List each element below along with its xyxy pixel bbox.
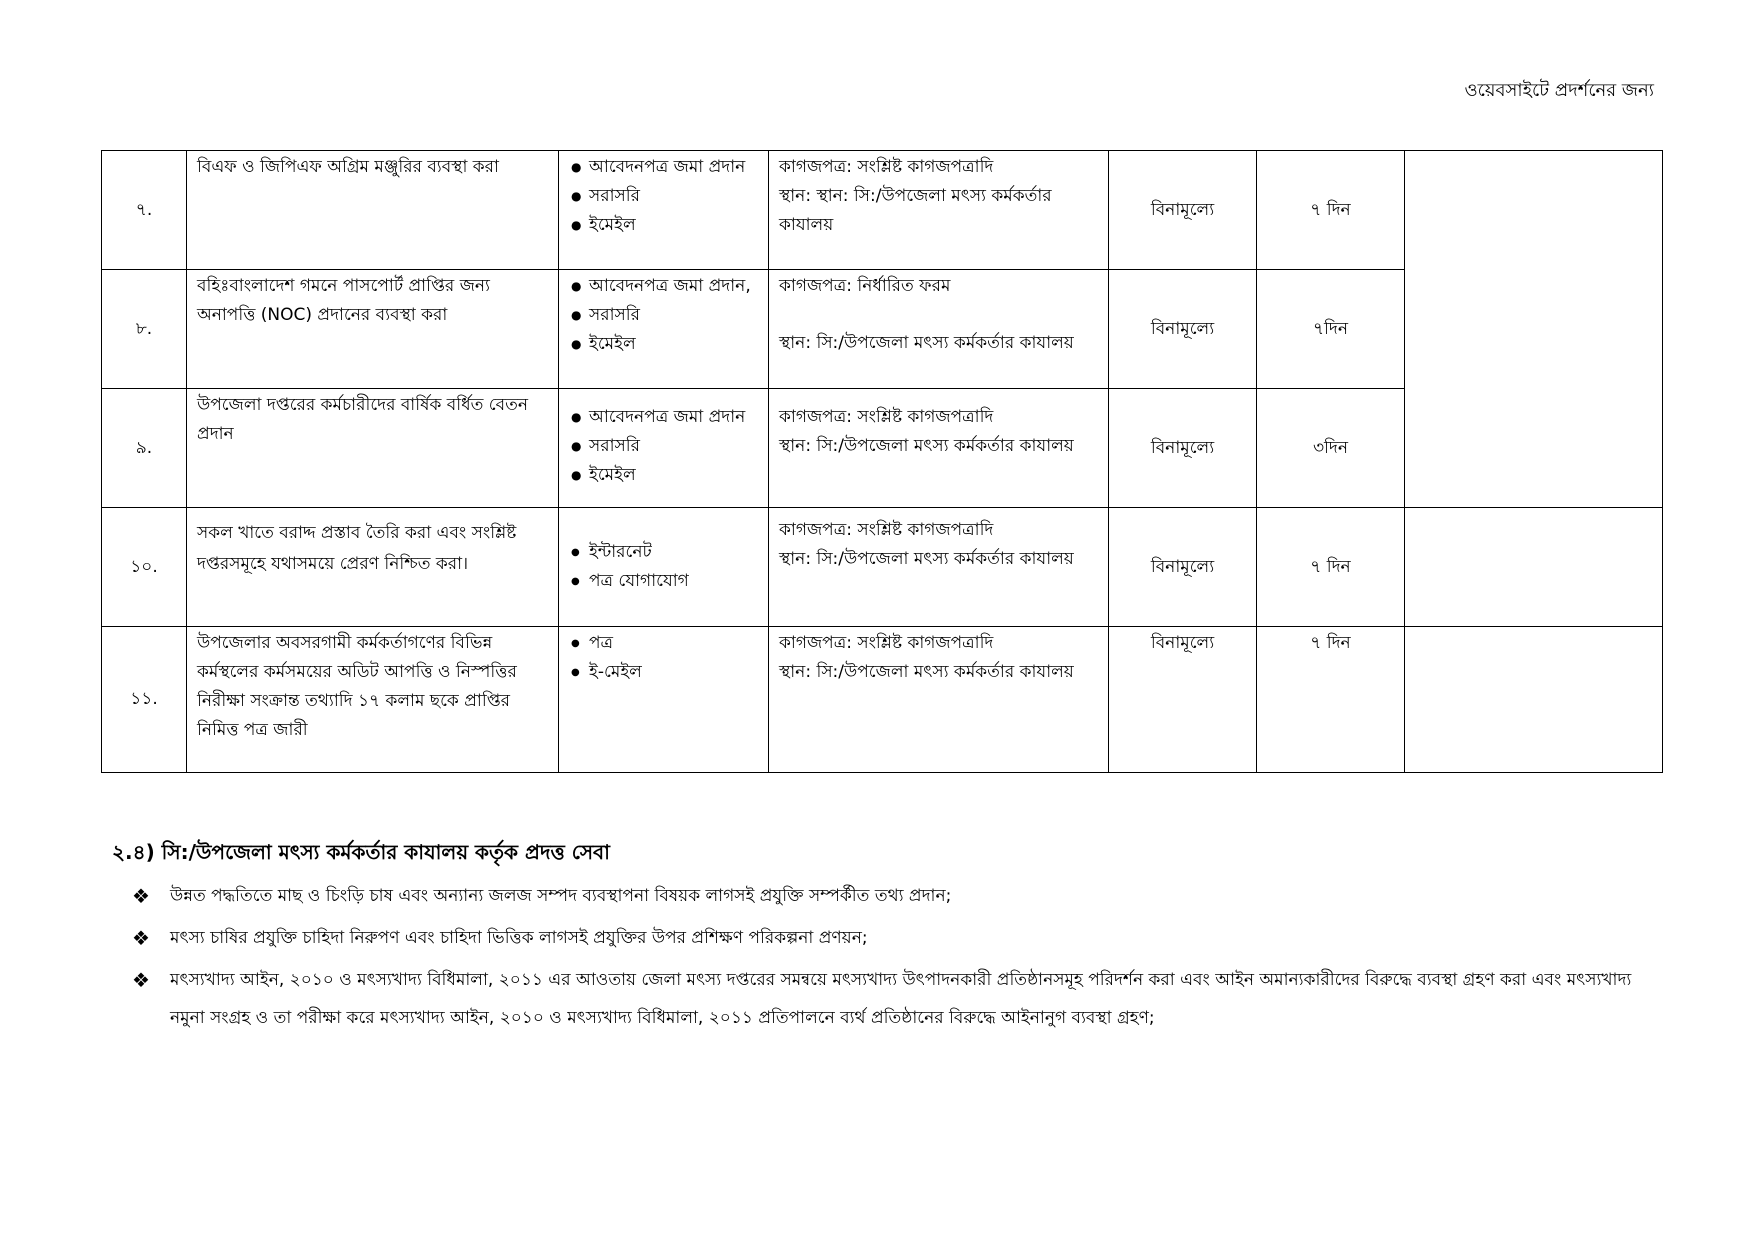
method-item: ● আবেদনপত্র জমা প্রদান — [583, 153, 758, 182]
spacer — [779, 301, 1098, 329]
methods-cell — [559, 270, 769, 389]
methods-cell — [559, 151, 769, 270]
serial-cell: ১০. — [102, 508, 187, 627]
list-item — [112, 919, 1652, 957]
documents-text: কাগজপত্র: সংশ্লিষ্ট কাগজপত্রাদি — [779, 633, 994, 653]
method-item: ● ই-মেইল — [583, 658, 758, 687]
place-text: স্থান: সি:/উপজেলা মৎস্য কর্মকর্তার কাযালয় — [779, 333, 1074, 353]
methods-cell — [559, 389, 769, 508]
fee-cell: বিনামূল্যে — [1109, 270, 1257, 389]
method-item: ● ইন্টারনেট — [583, 538, 758, 567]
documents-cell — [769, 389, 1109, 508]
fee-cell: বিনামূল্যে — [1109, 508, 1257, 627]
remarks-cell — [1405, 627, 1663, 773]
service-cell: উপজেলার অবসরগামী কর্মকর্তাগণের বিভিন্ন কর্মস্থলের কর্মসময়ের অডিট আপত্তি ও নিস্পত্তির নিরীক্ষা সংক্রান্ত তথ্যাদি ১৭ কলাম ছকে প্রাপ্তির নিমিত্ত পত্র জারী — [187, 627, 559, 773]
table-row — [102, 627, 1663, 773]
diamond-bullet-icon: ❖ — [132, 968, 150, 992]
services-section — [112, 838, 1652, 1041]
time-cell: ৭ দিন — [1257, 151, 1405, 270]
documents-cell — [769, 508, 1109, 627]
method-item: ● ইমেইল — [583, 211, 758, 240]
service-cell: বিএফ ও জিপিএফ অগ্রিম মঞ্জুরির ব্যবস্থা করা — [187, 151, 559, 270]
method-item: ● পত্র — [583, 629, 758, 658]
place-text: স্থান: সি:/উপজেলা মৎস্য কর্মকর্তার কাযালয় — [779, 436, 1074, 456]
serial-cell: ৯. — [102, 389, 187, 508]
place-text: স্থান: সি:/উপজেলা মৎস্য কর্মকর্তার কাযালয় — [779, 662, 1074, 682]
remarks-cell — [1405, 151, 1663, 508]
list-item — [112, 877, 1652, 915]
service-cell: উপজেলা দপ্তরের কর্মচারীদের বার্ষিক বর্ধিত বেতন প্রদান — [187, 389, 559, 508]
time-cell: ৭দিন — [1257, 270, 1405, 389]
documents-text: কাগজপত্র: সংশ্লিষ্ট কাগজপত্রাদি — [779, 157, 994, 177]
remarks-cell — [1405, 508, 1663, 627]
diamond-bullet-icon: ❖ — [132, 926, 150, 950]
documents-cell — [769, 627, 1109, 773]
section-title: ২.৪) সি:/উপজেলা মৎস্য কর্মকর্তার কাযালয় কর্তৃক প্রদত্ত সেবা — [112, 840, 610, 864]
fee-cell: বিনামূল্যে — [1109, 389, 1257, 508]
serial-cell: ৭. — [102, 151, 187, 270]
method-item: ● সরাসরি — [583, 182, 758, 211]
list-item-text: মৎস্যখাদ্য আইন, ২০১০ ও মৎস্যখাদ্য বিধিমালা, ২০১১ এর আওতায় জেলা মৎস্য দপ্তরের সমন্বয়ে মৎস্যখাদ্য উৎপাদনকারী প্রতিষ্ঠানসমূহ পরিদর্শন করা এবং আইন অমান্যকারীদের বিরুদ্ধে ব্যবস্থা গ্রহণ করা এবং মৎস্যখাদ্য নমুনা সংগ্রহ ও তা পরীক্ষা করে মৎস্যখাদ্য আইন, ২০১০ ও মৎস্যখাদ্য বিধিমালা, ২০১১ প্রতিপালনে ব্যর্থ প্রতিষ্ঠানের বিরুদ্ধে আইনানুগ ব্যবস্থা গ্রহণ; — [170, 970, 1632, 1028]
header-note: ওয়েবসাইটে প্রদর্শনের জন্য — [1464, 80, 1654, 101]
list-item-text: মৎস্য চাষির প্রযুক্তি চাহিদা নিরুপণ এবং চাহিদা ভিত্তিক লাগসই প্রযুক্তির উপর প্রশিক্ষণ পরিকল্পনা প্রণয়ন; — [170, 928, 868, 948]
time-cell: ৭ দিন — [1257, 627, 1405, 773]
documents-cell — [769, 270, 1109, 389]
method-item: ● ইমেইল — [583, 330, 758, 359]
list-item-text: উন্নত পদ্ধতিতে মাছ ও চিংড়ি চাষ এবং অন্যান্য জলজ সম্পদ ব্যবস্থাপনা বিষয়ক লাগসই প্রযুক্তি সম্পর্কীত তথ্য প্রদান; — [170, 886, 952, 906]
methods-cell — [559, 508, 769, 627]
method-item: ● আবেদনপত্র জমা প্রদান — [583, 403, 758, 432]
method-item: ● সরাসরি — [583, 301, 758, 330]
service-cell: বহিঃবাংলাদেশ গমনে পাসপোর্ট প্রাপ্তির জন্য অনাপত্তি (NOC) প্রদানের ব্যবস্থা করা — [187, 270, 559, 389]
documents-text: কাগজপত্র: নির্ধারিত ফরম — [779, 276, 951, 296]
place-text: স্থান: সি:/উপজেলা মৎস্য কর্মকর্তার কাযালয় — [779, 549, 1074, 569]
serial-cell: ৮. — [102, 270, 187, 389]
table-row — [102, 508, 1663, 627]
service-cell: সকল খাতে বরাদ্দ প্রস্তাব তৈরি করা এবং সংশ্লিষ্ট দপ্তরসমূহে যথাসময়ে প্রেরণ নিশ্চিত করা। — [187, 508, 559, 627]
time-cell: ৭ দিন — [1257, 508, 1405, 627]
fee-cell: বিনামূল্যে — [1109, 151, 1257, 270]
methods-cell — [559, 627, 769, 773]
time-cell: ৩দিন — [1257, 389, 1405, 508]
documents-text: কাগজপত্র: সংশ্লিষ্ট কাগজপত্রাদি — [779, 407, 994, 427]
place-text: স্থান: স্থান: সি:/উপজেলা মৎস্য কর্মকর্তার কাযালয় — [779, 186, 1052, 235]
serial-cell: ১১. — [102, 627, 187, 773]
list-item — [112, 961, 1652, 1037]
method-item: ● ইমেইল — [583, 461, 758, 490]
services-table — [101, 150, 1663, 773]
method-item: ● আবেদনপত্র জমা প্রদান, — [583, 272, 758, 301]
documents-cell — [769, 151, 1109, 270]
diamond-bullet-icon: ❖ — [132, 884, 150, 908]
method-item: ● সরাসরি — [583, 432, 758, 461]
table-row — [102, 151, 1663, 270]
fee-cell: বিনামূল্যে — [1109, 627, 1257, 773]
method-item: ● পত্র যোগাযোগ — [583, 567, 758, 596]
documents-text: কাগজপত্র: সংশ্লিষ্ট কাগজপত্রাদি — [779, 520, 994, 540]
